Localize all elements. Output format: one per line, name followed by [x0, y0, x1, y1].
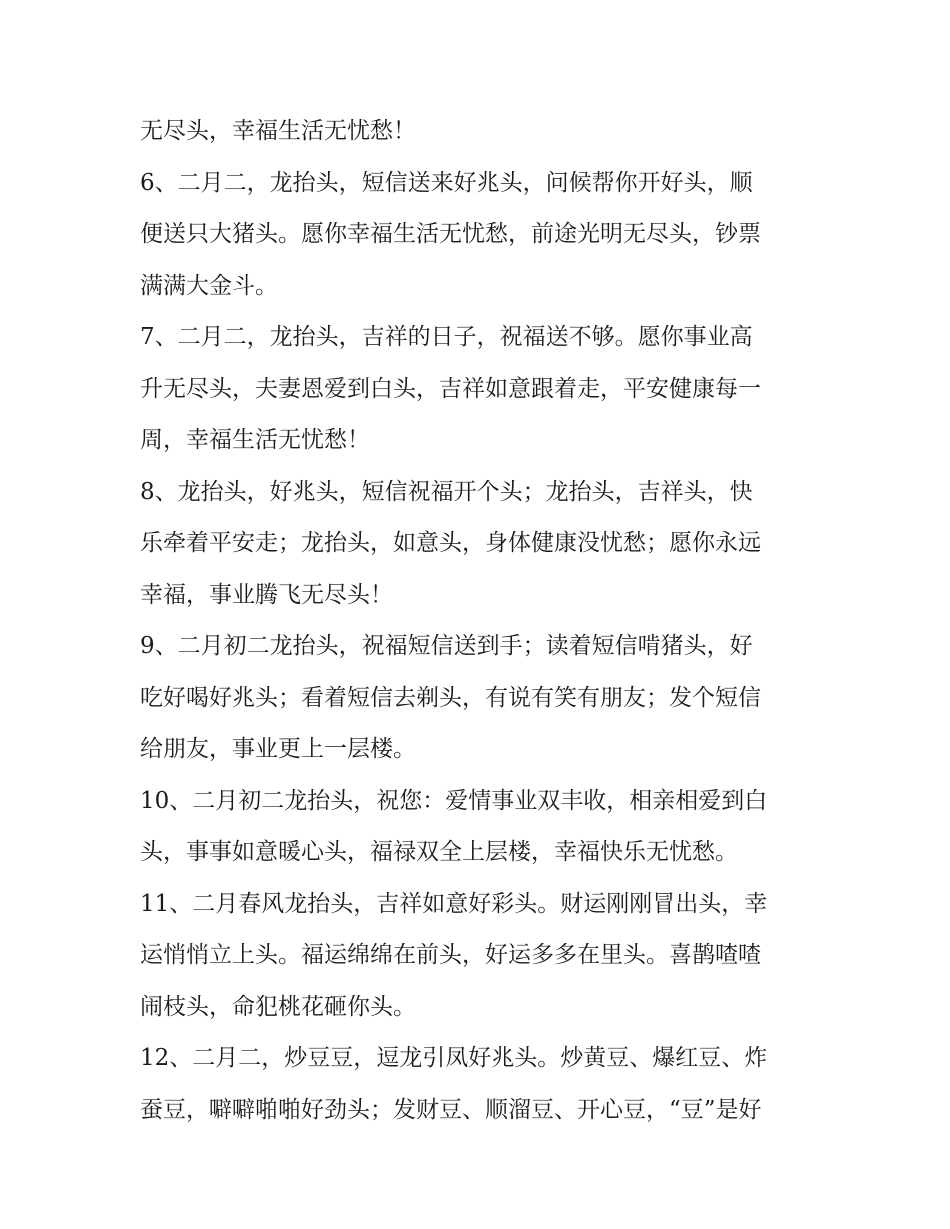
text-line: 乐牵着平安走；龙抬头，如意头，身体健康没忧愁；愿你永远	[140, 530, 761, 556]
text-line: 9、二月初二龙抬头，祝福短信送到手；读着短信啃猪头，好	[140, 633, 753, 659]
text-line: 11、二月春风龙抬头，吉祥如意好彩头。财运刚刚冒出头，幸	[140, 890, 768, 917]
document-body	[140, 106, 820, 1136]
text-line: 7、二月二，龙抬头，吉祥的日子，祝福送不够。愿你事业高	[140, 324, 753, 350]
text-line: 12、二月二，炒豆豆，逗龙引凤好兆头。炒黄豆、爆红豆、炸	[140, 1045, 768, 1071]
text-line: 8、龙抬头，好兆头，短信祝福开个头；龙抬头，吉祥头，快	[140, 478, 753, 505]
text-line: 头，事事如意暖心头，福禄双全上层楼，幸福快乐无忧愁。	[140, 839, 738, 865]
text-line: 吃好喝好兆头；看着短信去剃头，有说有笑有朋友；发个短信	[140, 684, 761, 711]
text-line: 满满大金斗。	[140, 272, 278, 299]
text-line: 运悄悄立上头。福运绵绵在前头，好运多多在里头。喜鹊喳喳	[140, 942, 761, 968]
text-line: 10、二月初二龙抬头，祝您：爱情事业双丰收，相亲相爱到白	[140, 787, 768, 814]
text-line: 6、二月二，龙抬头，短信送来好兆头，问候帮你开好头，顺	[140, 169, 753, 196]
text-line: 给朋友，事业更上一层楼。	[140, 736, 416, 762]
text-line: 周，幸福生活无忧愁！	[140, 427, 370, 453]
text-line: 幸福，事业腾飞无尽头！	[140, 581, 393, 608]
text-line: 闹枝头，命犯桃花砸你头。	[140, 993, 416, 1020]
text-line: 升无尽头，夫妻恩爱到白头，吉祥如意跟着走，平安健康每一	[140, 375, 761, 402]
text-line: 便送只大猪头。愿你幸福生活无忧愁，前途光明无尽头，钞票	[140, 221, 761, 247]
text-line: 无尽头，幸福生活无忧愁！	[140, 118, 416, 144]
text-line: 蚕豆，噼噼啪啪好劲头；发财豆、顺溜豆、开心豆，“豆”是好	[140, 1096, 762, 1123]
